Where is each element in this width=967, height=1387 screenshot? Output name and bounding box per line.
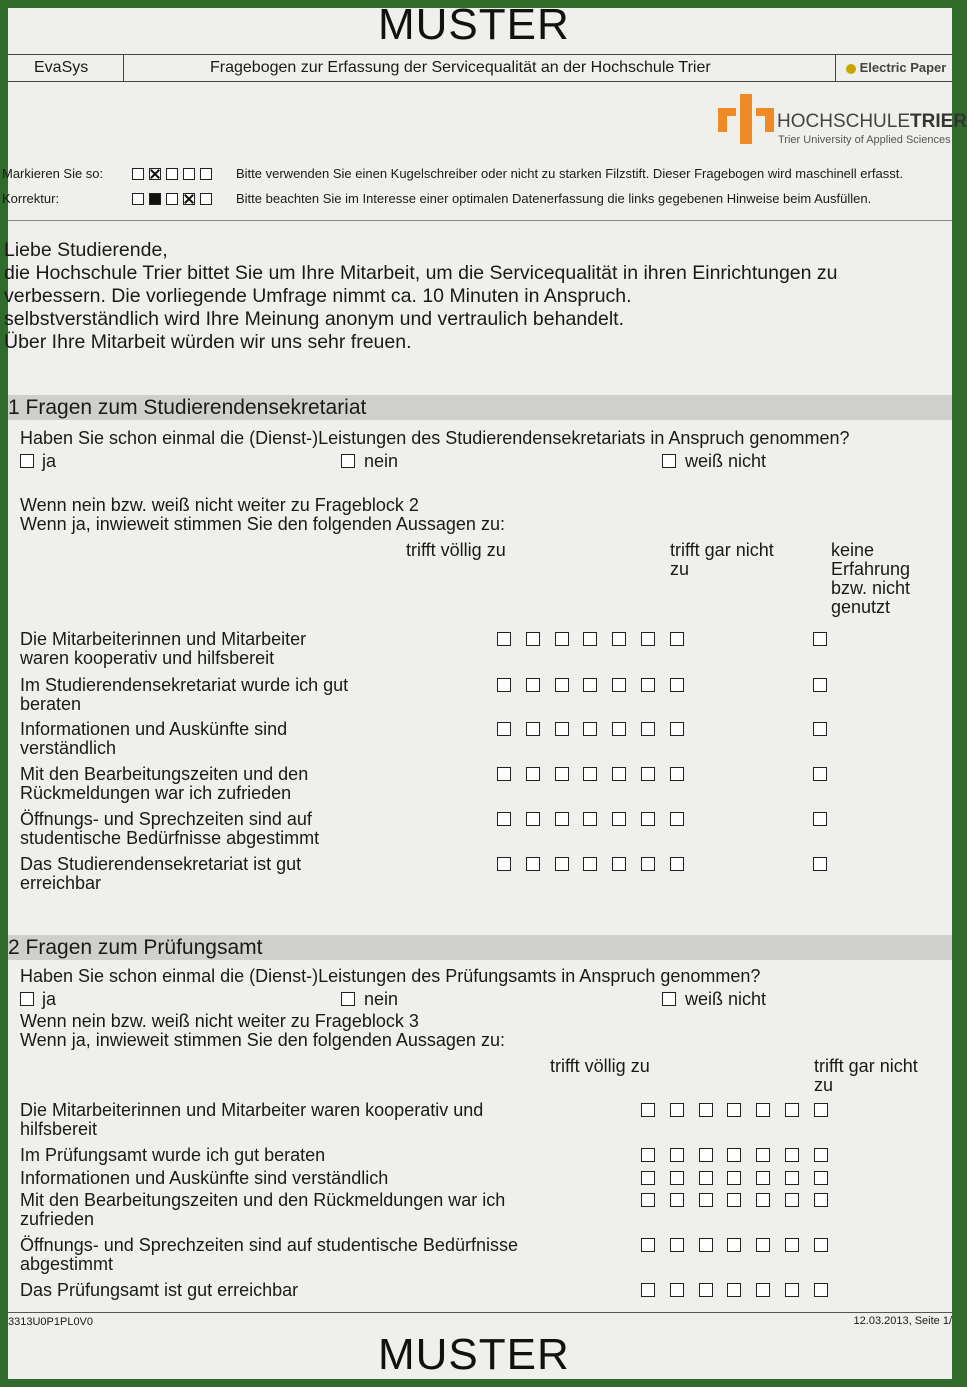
rating-checkbox[interactable] (785, 1103, 799, 1117)
rating-checkbox[interactable] (583, 722, 597, 736)
s1-option-ja-label: ja (42, 451, 57, 471)
rating-checkbox[interactable] (612, 678, 626, 692)
rating-checkbox[interactable] (699, 1238, 713, 1252)
header-bar (8, 54, 952, 82)
no-experience-checkbox[interactable] (813, 632, 827, 646)
rating-checkbox[interactable] (756, 1148, 770, 1162)
logo-subtitle: Trier University of Applied Sciences (778, 134, 951, 146)
watermark-top: MUSTER (378, 0, 570, 49)
statement-text: Informationen und Auskünfte sind verständlich (20, 719, 288, 758)
rating-checkbox[interactable] (814, 1148, 828, 1162)
rating-checkbox[interactable] (814, 1238, 828, 1252)
statement-text: Mit den Bearbeitungszeiten und den Rückmeldungen war ich zufrieden (20, 1190, 506, 1229)
s1-scale-right: trifft gar nicht zu (670, 540, 774, 579)
rating-checkbox[interactable] (727, 1171, 741, 1185)
no-experience-checkbox[interactable] (813, 722, 827, 736)
rating-checkbox[interactable] (699, 1103, 713, 1117)
footer-code: 3313U0P1PL0V0 (8, 1316, 94, 1328)
rating-checkbox[interactable] (670, 812, 684, 826)
section1-note-skip: Wenn nein bzw. weiß nicht weiter zu Frageblock 2 (20, 495, 419, 515)
rating-checkbox[interactable] (555, 767, 569, 781)
section-header-2: 2 Fragen zum Prüfungsamt (8, 935, 952, 960)
rating-checkbox[interactable] (641, 1103, 655, 1117)
s1-option-weiss-nicht-checkbox[interactable] (662, 454, 676, 468)
rating-checkbox[interactable] (641, 1171, 655, 1185)
statement-text: Öffnungs- und Sprechzeiten sind auf studentische Bedürfnisse abgestimmt (20, 1235, 518, 1274)
rating-checkbox[interactable] (583, 632, 597, 646)
rating-checkbox[interactable] (555, 857, 569, 871)
rating-checkbox[interactable] (785, 1283, 799, 1297)
s1-scale-left: trifft völlig zu (406, 540, 506, 560)
rating-checkbox[interactable] (526, 632, 540, 646)
rating-checkbox[interactable] (670, 1193, 684, 1207)
rating-checkbox[interactable] (641, 678, 655, 692)
rating-checkbox[interactable] (612, 722, 626, 736)
no-experience-checkbox[interactable] (813, 767, 827, 781)
intro-line: selbstverständlich wird Ihre Meinung anonym und vertraulich behandelt. (4, 308, 625, 330)
mark-example (132, 165, 212, 183)
rating-checkbox[interactable] (670, 1283, 684, 1297)
rating-checkbox[interactable] (641, 857, 655, 871)
rating-checkbox[interactable] (814, 1283, 828, 1297)
s2-option-weiss-nicht-label: weiß nicht (685, 989, 767, 1009)
rating-checkbox[interactable] (555, 678, 569, 692)
mark-instruction-text: Bitte verwenden Sie einen Kugelschreiber oder nicht zu starken Filzstift. Dieser Fragebogen wird maschinell erfasst. (236, 166, 903, 181)
rating-checkbox[interactable] (727, 1103, 741, 1117)
s2-option-nein-checkbox[interactable] (341, 992, 355, 1006)
rating-checkbox[interactable] (497, 722, 511, 736)
rating-checkbox[interactable] (497, 678, 511, 692)
rating-checkbox[interactable] (670, 1148, 684, 1162)
rating-checkbox[interactable] (814, 1103, 828, 1117)
rating-checkbox[interactable] (612, 767, 626, 781)
rating-checkbox[interactable] (583, 767, 597, 781)
rating-checkbox[interactable] (756, 1193, 770, 1207)
rating-checkbox[interactable] (699, 1283, 713, 1297)
rating-checkbox[interactable] (785, 1193, 799, 1207)
section1-note-instruction: Wenn ja, inwieweit stimmen Sie den folgenden Aussagen zu: (20, 514, 505, 534)
no-experience-checkbox[interactable] (813, 678, 827, 692)
rating-checkbox[interactable] (670, 857, 684, 871)
section1-question: Haben Sie schon einmal die (Dienst-)Leistungen des Studierendensekretariats in Anspruch genommen? (20, 428, 850, 448)
intro-line: die Hochschule Trier bittet Sie um Ihre Mitarbeit, um die Servicequalität in ihren Einrichtungen zu (4, 262, 838, 284)
statement-text: Die Mitarbeiterinnen und Mitarbeiter waren kooperativ und hilfsbereit (20, 629, 307, 668)
questionnaire-page (2, 0, 967, 1379)
s2-option-weiss-nicht-checkbox[interactable] (662, 992, 676, 1006)
rating-checkbox[interactable] (612, 812, 626, 826)
statement-text: Im Studierendensekretariat wurde ich gut beraten (20, 675, 349, 714)
rating-checkbox[interactable] (583, 812, 597, 826)
section2-question: Haben Sie schon einmal die (Dienst-)Leistungen des Prüfungsamts in Anspruch genommen? (20, 966, 761, 986)
s1-option-nein-checkbox[interactable] (341, 454, 355, 468)
correction-label: Korrektur: (2, 191, 60, 206)
no-experience-checkbox[interactable] (813, 812, 827, 826)
statement-text: Mit den Bearbeitungszeiten und den Rückmeldungen war ich zufrieden (20, 764, 309, 803)
rating-checkbox[interactable] (670, 722, 684, 736)
rating-checkbox[interactable] (641, 767, 655, 781)
rating-checkbox[interactable] (699, 1148, 713, 1162)
rating-checkbox[interactable] (727, 1148, 741, 1162)
rating-checkbox[interactable] (526, 857, 540, 871)
rating-checkbox[interactable] (641, 1193, 655, 1207)
footer-date-page: 12.03.2013, Seite 1/ (853, 1315, 952, 1327)
rating-checkbox[interactable] (526, 812, 540, 826)
watermark-bottom: MUSTER (378, 1330, 570, 1379)
rating-checkbox[interactable] (555, 722, 569, 736)
statement-text: Das Studierendensekretariat ist gut erreichbar (20, 854, 302, 893)
footer-line (8, 1312, 952, 1313)
rating-checkbox[interactable] (526, 678, 540, 692)
rating-checkbox[interactable] (670, 1238, 684, 1252)
statement-text: Im Prüfungsamt wurde ich gut beraten (20, 1145, 326, 1165)
rating-checkbox[interactable] (785, 1148, 799, 1162)
statement-text: Öffnungs- und Sprechzeiten sind auf studentische Bedürfnisse abgestimmt (20, 809, 320, 848)
electric-paper-logo: Electric Paper (846, 55, 946, 81)
rating-checkbox[interactable] (785, 1171, 799, 1185)
mark-label: Markieren Sie so: (2, 166, 104, 181)
rating-checkbox[interactable] (555, 812, 569, 826)
rating-checkbox[interactable] (670, 1103, 684, 1117)
header-title: Fragebogen zur Erfassung der Servicequalität an der Hochschule Trier (210, 59, 711, 76)
rating-checkbox[interactable] (699, 1193, 713, 1207)
rating-checkbox[interactable] (670, 1171, 684, 1185)
rating-checkbox[interactable] (612, 632, 626, 646)
rating-checkbox[interactable] (785, 1238, 799, 1252)
rating-checkbox[interactable] (497, 812, 511, 826)
rating-checkbox[interactable] (670, 632, 684, 646)
logo-name: HOCHSCHULETRIER (777, 111, 967, 132)
s2-option-ja-label: ja (42, 989, 57, 1009)
rating-checkbox[interactable] (641, 812, 655, 826)
rating-checkbox[interactable] (699, 1171, 713, 1185)
statement-text: Die Mitarbeiterinnen und Mitarbeiter waren kooperativ und hilfsbereit (20, 1100, 484, 1139)
section2-note-skip: Wenn nein bzw. weiß nicht weiter zu Frageblock 3 (20, 1011, 419, 1031)
s2-scale-right: trifft gar nicht zu (814, 1056, 918, 1095)
rating-checkbox[interactable] (497, 632, 511, 646)
rating-checkbox[interactable] (555, 632, 569, 646)
rating-checkbox[interactable] (497, 767, 511, 781)
correction-example (132, 190, 212, 208)
rating-checkbox[interactable] (814, 1171, 828, 1185)
intro-line: Liebe Studierende, (4, 239, 168, 261)
rating-checkbox[interactable] (670, 678, 684, 692)
rating-checkbox[interactable] (727, 1238, 741, 1252)
rating-checkbox[interactable] (641, 632, 655, 646)
intro-line: Über Ihre Mitarbeit würden wir uns sehr freuen. (4, 331, 412, 353)
s1-option-weiss-nicht-label: weiß nicht (685, 451, 767, 471)
s2-scale-left: trifft völlig zu (550, 1056, 650, 1076)
s1-option-ja-checkbox[interactable] (20, 454, 34, 468)
rating-checkbox[interactable] (727, 1283, 741, 1297)
rating-checkbox[interactable] (756, 1103, 770, 1117)
section-header-1: 1 Fragen zum Studierendensekretariat (8, 395, 952, 420)
section2-note-instruction: Wenn ja, inwieweit stimmen Sie den folgenden Aussagen zu: (20, 1030, 505, 1050)
rating-checkbox[interactable] (526, 722, 540, 736)
s1-scale-extra: keine Erfahrung bzw. nicht genutzt (831, 540, 911, 617)
rating-checkbox[interactable] (497, 857, 511, 871)
rating-checkbox[interactable] (670, 767, 684, 781)
s2-option-nein-label: nein (364, 989, 399, 1009)
rating-checkbox[interactable] (583, 857, 597, 871)
rating-checkbox[interactable] (814, 1193, 828, 1207)
correction-instruction-text: Bitte beachten Sie im Interesse einer optimalen Datenerfassung die links gegebenen Hinweise beim Ausfüllen. (236, 191, 872, 206)
rating-checkbox[interactable] (641, 1283, 655, 1297)
rating-checkbox[interactable] (641, 1148, 655, 1162)
rating-checkbox[interactable] (756, 1283, 770, 1297)
statement-text: Informationen und Auskünfte sind verständlich (20, 1168, 389, 1188)
rating-checkbox[interactable] (612, 857, 626, 871)
rating-checkbox[interactable] (756, 1238, 770, 1252)
s1-option-nein-label: nein (364, 451, 399, 471)
s2-option-ja-checkbox[interactable] (20, 992, 34, 1006)
rating-checkbox[interactable] (641, 722, 655, 736)
electric-paper-icon (846, 64, 856, 74)
header-evasys: EvaSys (34, 59, 89, 76)
no-experience-checkbox[interactable] (813, 857, 827, 871)
statement-text: Das Prüfungsamt ist gut erreichbar (20, 1280, 299, 1300)
rating-checkbox[interactable] (727, 1193, 741, 1207)
rating-checkbox[interactable] (641, 1238, 655, 1252)
rating-checkbox[interactable] (583, 678, 597, 692)
rating-checkbox[interactable] (526, 767, 540, 781)
intro-line: verbessern. Die vorliegende Umfrage nimmt ca. 10 Minuten in Anspruch. (4, 285, 632, 307)
rating-checkbox[interactable] (756, 1171, 770, 1185)
